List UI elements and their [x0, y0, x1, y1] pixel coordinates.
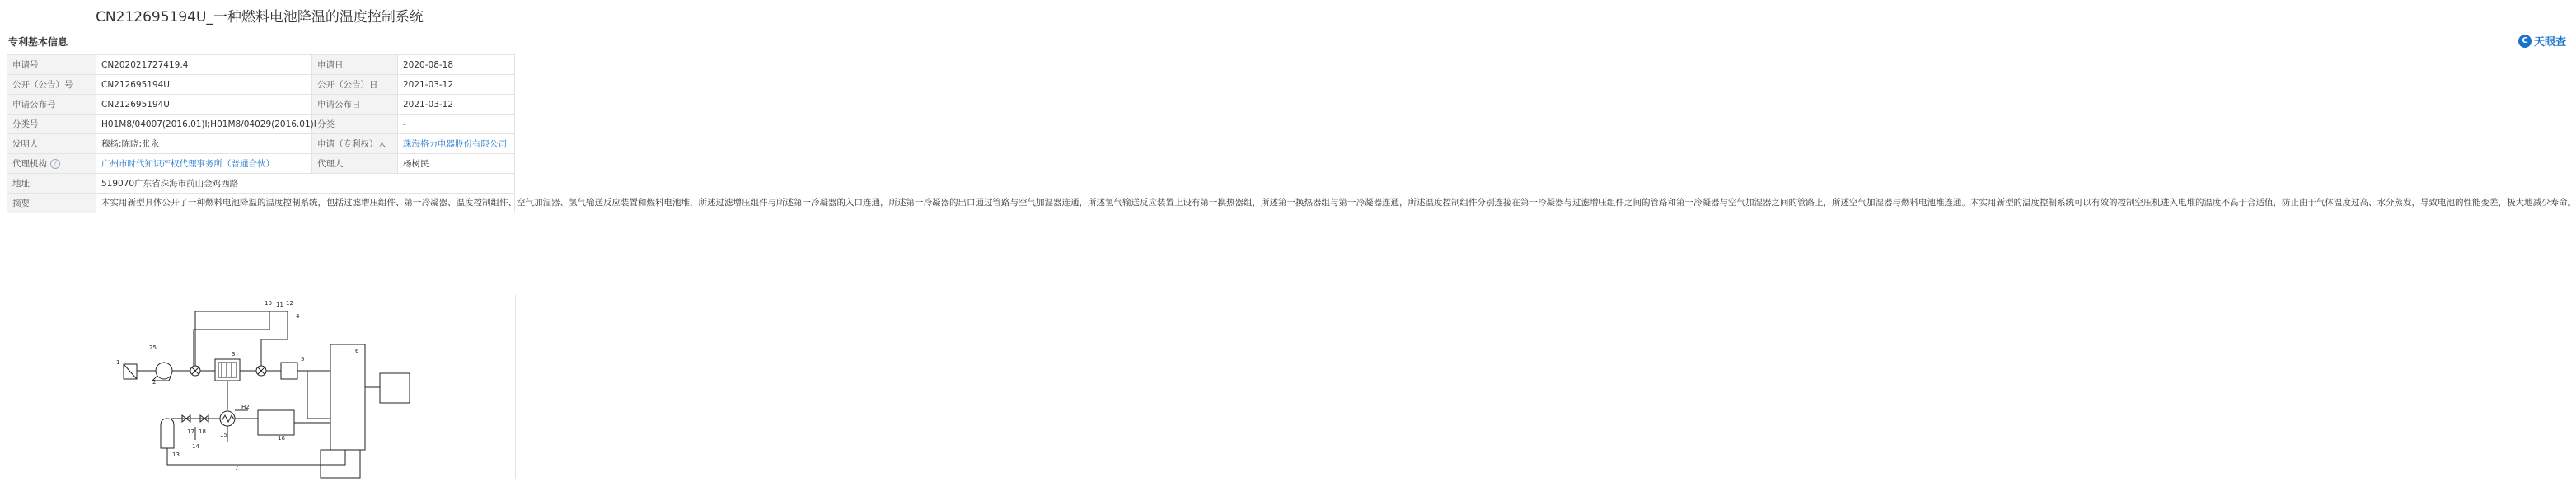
label-7: 7 — [235, 465, 239, 471]
label-abstract: 摘要 — [7, 194, 96, 213]
fuel-cell-stack — [330, 344, 365, 450]
value-inventors: 穆杨;陈晓;张永 — [96, 134, 312, 154]
value-publication-date: 2021-03-12 — [398, 75, 515, 95]
label-18: 18 — [199, 428, 206, 435]
brand-logo[interactable] — [2518, 33, 2566, 49]
label-inventors: 发明人 — [7, 134, 96, 154]
label-2: 2 — [152, 379, 157, 386]
label-classification-number: 分类号 — [7, 115, 96, 134]
value-publication-number: CN212695194U — [96, 75, 312, 95]
value-app-publication-date: 2021-03-12 — [398, 95, 515, 115]
value-abstract: 本实用新型具体公开了一种燃料电池降温的温度控制系统，包括过滤增压组件、第一冷凝器、温度控制组件、空气加湿器、氢气输送反应装置和燃料电池堆，所述过滤增压组件与所述第一冷凝器的入口连通，所述第一冷凝器的出口通过管路与空气加湿器连通，所述氢气输送反应装置上设有第一换热器组，所述第一换热器组与第一冷凝器连通，所述温度控制组件分别连接在第一冷凝器与过滤增压组件之间的管路和第一冷凝器与空气加湿器之间的管路上，所述空气加湿器与燃料电池堆连通。本实用新型的温度控制系统可以有效的控制空压机进入电堆的温度不高于合适值，防止由于气体温度过高、水分蒸发，导致电池的性能变差，极大地减少寿命。 — [96, 194, 515, 213]
label-application-number: 申请号 — [7, 55, 96, 75]
label-13: 13 — [172, 452, 180, 458]
table-row — [7, 55, 515, 75]
label-1: 1 — [116, 359, 120, 366]
label-12: 12 — [286, 300, 293, 307]
bottom-unit — [321, 450, 360, 478]
patent-info-table — [7, 54, 2576, 213]
label-publication-date: 公开（公告）日 — [312, 75, 398, 95]
table-row — [7, 174, 515, 194]
heat-exchanger — [220, 411, 235, 426]
label-15: 15 — [220, 432, 227, 438]
value-classification-number: H01M8/04007(2016.01)I;H01M8/04029(2016.01)I — [96, 115, 312, 134]
gas-cylinder — [161, 419, 174, 448]
label-application-date: 申请日 — [312, 55, 398, 75]
label-17: 17 — [187, 428, 194, 435]
table-row — [7, 95, 515, 115]
label-classification: 分类 — [312, 115, 398, 134]
page-title: CN212695194U_一种燃料电池降温的温度控制系统 — [96, 9, 424, 26]
label-16: 16 — [278, 435, 285, 442]
table-row — [7, 194, 515, 213]
label-applicant: 申请（专利权）人 — [312, 134, 398, 154]
value-address: 519070广东省珠海市前山金鸡西路 — [96, 174, 515, 194]
label-3: 3 — [232, 351, 236, 358]
label-6: 6 — [355, 348, 359, 354]
drawing-labels — [116, 300, 359, 471]
value-classification: - — [398, 115, 515, 134]
section-title: 专利基本信息 — [8, 36, 68, 48]
table-row — [7, 115, 515, 134]
label-agency-text: 代理机构 — [12, 159, 47, 169]
label-5: 5 — [301, 356, 305, 363]
label-11: 11 — [276, 302, 283, 308]
compressor-circle — [156, 363, 172, 379]
label-publication-number: 公开（公告）号 — [7, 75, 96, 95]
help-icon[interactable]: ? — [50, 159, 60, 169]
value-application-date: 2020-08-18 — [398, 55, 515, 75]
table-row — [7, 134, 515, 154]
side-unit — [380, 373, 410, 403]
label-H2: H2 — [241, 404, 250, 410]
label-25: 25 — [149, 344, 157, 351]
label-agent: 代理人 — [312, 154, 398, 174]
label-app-publication-number: 申请公布号 — [7, 95, 96, 115]
agency-link[interactable]: 广州市时代知识产权代理事务所（普通合伙） — [96, 154, 312, 174]
applicant-link[interactable]: 珠海格力电器股份有限公司 — [398, 134, 515, 154]
reactor-box — [258, 410, 294, 435]
label-14: 14 — [192, 443, 199, 450]
value-agent: 杨树民 — [398, 154, 515, 174]
humidifier — [281, 363, 297, 379]
value-app-publication-number: CN212695194U — [96, 95, 312, 115]
patent-drawing — [7, 295, 516, 479]
value-application-number: CN202021727419.4 — [96, 55, 312, 75]
system-diagram — [7, 295, 515, 479]
label-4: 4 — [296, 313, 300, 320]
table-row — [7, 75, 515, 95]
label-agency — [7, 154, 96, 174]
table-row — [7, 154, 515, 174]
brand-icon: C — [2518, 35, 2532, 48]
label-app-publication-date: 申请公布日 — [312, 95, 398, 115]
brand-name: 天眼查 — [2533, 36, 2566, 49]
label-10: 10 — [265, 300, 272, 307]
label-address: 地址 — [7, 174, 96, 194]
